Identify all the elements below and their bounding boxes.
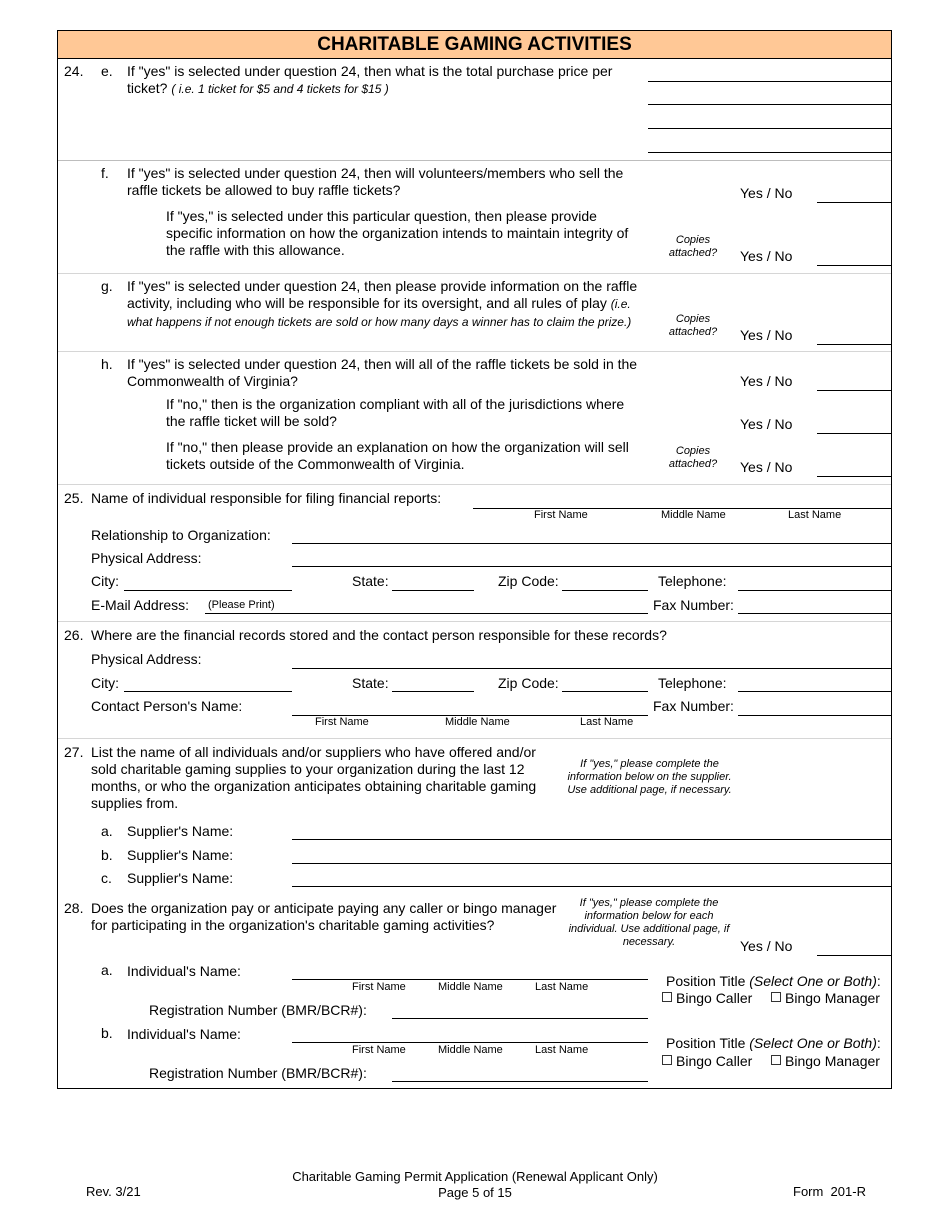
q24f-followup-answer-line[interactable] [817,265,891,266]
q26-address-label: Physical Address: [91,651,202,667]
q28-number: 28. [64,900,84,916]
q25-telephone-line[interactable] [738,590,891,591]
q28b-registration-label: Registration Number (BMR/BCR#): [149,1065,367,1081]
q24h-answer-line[interactable] [817,390,891,391]
q24h-letter: h. [101,356,113,372]
q24g-copies-attached: Copies attached? [668,313,718,338]
q24-number: 24. [64,63,84,79]
q26-fax-label: Fax Number: [653,698,734,714]
q25-address-line[interactable] [292,566,891,567]
q26-zip-label: Zip Code: [498,675,559,691]
q24h-copies-attached: Copies attached? [668,445,718,470]
q27c-label: Supplier's Name: [127,870,234,886]
q28-answer-line[interactable] [817,955,891,956]
section-header: CHARITABLE GAMING ACTIVITIES [58,31,891,59]
q24h-followup1-yes-no[interactable]: Yes / No [740,416,793,432]
q28a-position-title: Position Title (Select One or Both): [666,973,881,989]
q26-telephone-label: Telephone: [658,675,727,691]
q28b-first-name-caption: First Name [352,1044,406,1056]
q25-first-name-caption: First Name [534,509,588,521]
q24e-answer-line-2[interactable] [648,104,891,105]
divider [58,351,891,352]
divider [58,160,891,161]
q26-state-line[interactable] [392,691,474,692]
q28a-name-line[interactable] [292,979,648,980]
footer-form-number: Form 201-R [793,1184,866,1199]
divider [58,484,891,485]
q24g-text: If "yes" is selected under question 24, then please provide information on the raffle activity, including who will be responsible for its oversight, and all rules of play (i.e. what happens if not enough tickets are sold or how many days a winner has to claim the prize.) [127,278,638,329]
q28a-label: Individual's Name: [127,963,241,979]
q24h-followup2-answer-line[interactable] [817,476,891,477]
q25-fax-line[interactable] [738,613,891,614]
q28b-label: Individual's Name: [127,1026,241,1042]
q24g-yes-no[interactable]: Yes / No [740,327,793,343]
footer-page-number: Page 5 of 15 [438,1185,512,1200]
q27-number: 27. [64,744,84,760]
footer-revision: Rev. 3/21 [86,1184,141,1199]
q27a-label: Supplier's Name: [127,823,234,839]
q26-middle-name-caption: Middle Name [445,716,510,728]
checkbox-icon[interactable] [771,992,781,1002]
q28-note: If "yes," please complete the information below for each individual. Use additional page, if necessary. [568,897,730,948]
q27-text: List the name of all individuals and/or suppliers who have offered and/or sold charitable gaming supplies to your organization during the last 12 months, or who the organization anticipates obtaining charitable gaming supplies from. [91,744,537,811]
divider [58,273,891,274]
checkbox-icon[interactable] [662,1055,672,1065]
q25-telephone-label: Telephone: [658,573,727,589]
q25-last-name-caption: Last Name [788,509,842,521]
q24h-yes-no[interactable]: Yes / No [740,373,793,389]
q25-state-label: State: [352,573,389,589]
q25-please-print: (Please Print) [208,599,275,611]
q24e-letter: e. [101,63,113,79]
q25-zip-line[interactable] [562,590,648,591]
q26-city-line[interactable] [124,691,292,692]
q25-state-line[interactable] [392,590,474,591]
divider [58,621,891,622]
q24h-followup2-yes-no[interactable]: Yes / No [740,459,793,475]
q28a-registration-line[interactable] [392,1018,648,1019]
q28b-registration-line[interactable] [392,1081,648,1082]
q26-contact-label: Contact Person's Name: [91,698,243,714]
q28b-bingo-caller-option[interactable]: Bingo Caller [662,1053,752,1070]
q27b-label: Supplier's Name: [127,847,234,863]
q24f-copies-attached: Copies attached? [668,234,718,259]
q24h-text: If "yes" is selected under question 24, then will all of the raffle tickets be sold in the Commonwealth of Virginia? [127,356,638,389]
q26-zip-line[interactable] [562,691,648,692]
q25-city-label: City: [91,573,119,589]
q24e-answer-line-1[interactable] [648,81,891,82]
q25-relationship-line[interactable] [292,543,891,544]
q27a-supplier-line[interactable] [292,839,891,840]
q26-fax-line[interactable] [738,715,891,716]
q25-number: 25. [64,490,84,506]
divider [58,738,891,739]
q28-text: Does the organization pay or anticipate paying any caller or bingo manager for participating in the organization's charitable gaming activities? [91,900,557,933]
q24f-answer-line[interactable] [817,202,891,203]
q27c-supplier-line[interactable] [292,886,891,887]
q27-note: If "yes," please complete the information below on the supplier. Use additional page, if necessary. [567,758,732,796]
q26-text: Where are the financial records stored and the contact person responsible for these records? [91,627,667,643]
q25-middle-name-caption: Middle Name [661,509,726,521]
q28b-letter: b. [101,1025,113,1041]
q26-first-name-caption: First Name [315,716,369,728]
q24g-answer-line[interactable] [817,344,891,345]
q26-telephone-line[interactable] [738,691,891,692]
q28a-bingo-manager-option[interactable]: Bingo Manager [771,990,880,1007]
q25-fax-label: Fax Number: [653,597,734,613]
q25-email-label: E-Mail Address: [91,597,190,613]
q27c-letter: c. [101,870,112,886]
q26-number: 26. [64,627,84,643]
q25-city-line[interactable] [124,590,292,591]
q24e-answer-line-4[interactable] [648,152,891,153]
q28b-name-line[interactable] [292,1042,648,1043]
q28b-position-title: Position Title (Select One or Both): [666,1035,881,1051]
q28a-middle-name-caption: Middle Name [438,981,503,993]
q28b-last-name-caption: Last Name [535,1044,589,1056]
q24f-followup-yes-no[interactable]: Yes / No [740,248,793,264]
q28a-letter: a. [101,962,113,978]
q27a-letter: a. [101,823,113,839]
q28b-bingo-manager-option[interactable]: Bingo Manager [771,1053,880,1070]
q26-address-line[interactable] [292,668,891,669]
q24f-text: If "yes" is selected under question 24, then will volunteers/members who sell the raffle tickets be allowed to buy raffle tickets? [127,165,624,198]
q25-address-label: Physical Address: [91,550,202,566]
footer-title: Charitable Gaming Permit Application (Renewal Applicant Only) [292,1169,658,1184]
q24g-letter: g. [101,278,113,294]
q24f-letter: f. [101,165,109,181]
q25-text: Name of individual responsible for filing financial reports: [91,490,442,506]
q25-zip-label: Zip Code: [498,573,559,589]
checkbox-icon[interactable] [662,992,672,1002]
q24e-text: If "yes" is selected under question 24, then what is the total purchase price per ticket? ( i.e. 1 ticket for $5 and 4 tickets for $15 ) [127,63,613,96]
q24h-followup-2: If "no," then please provide an explanation on how the organization will sell tickets outside of the Commonwealth of Virginia. [166,439,629,472]
q24e-answer-line-3[interactable] [648,128,891,129]
q25-relationship-label: Relationship to Organization: [91,527,271,543]
q28a-bingo-caller-option[interactable]: Bingo Caller [662,990,752,1007]
q26-last-name-caption: Last Name [580,716,634,728]
checkbox-icon[interactable] [771,1055,781,1065]
q26-state-label: State: [352,675,389,691]
q27b-supplier-line[interactable] [292,863,891,864]
q24h-followup1-answer-line[interactable] [817,433,891,434]
q24f-followup: If "yes," is selected under this particular question, then please provide specific information on how the organization intends to maintain integrity of the raffle with this allowance. [166,208,629,258]
q26-city-label: City: [91,675,119,691]
q27b-letter: b. [101,847,113,863]
q28-yes-no[interactable]: Yes / No [740,938,793,954]
q28b-middle-name-caption: Middle Name [438,1044,503,1056]
q24f-yes-no[interactable]: Yes / No [740,185,793,201]
q28a-registration-label: Registration Number (BMR/BCR#): [149,1002,367,1018]
q24h-followup-1: If "no," then is the organization compliant with all of the jurisdictions where the raffle ticket will be sold? [166,396,625,429]
q25-email-line[interactable] [205,613,648,614]
q28a-last-name-caption: Last Name [535,981,589,993]
q28a-first-name-caption: First Name [352,981,406,993]
